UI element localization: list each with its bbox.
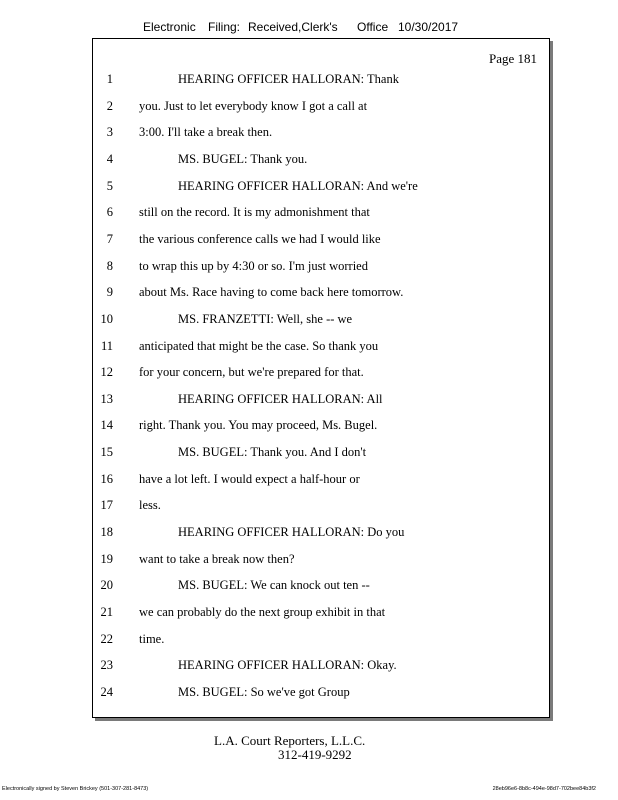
transcript-line xyxy=(93,605,549,625)
page-number: Page 181 xyxy=(488,51,537,66)
line-number: 22 xyxy=(100,631,113,646)
transcript-line xyxy=(93,445,549,465)
line-number: 8 xyxy=(106,258,113,273)
line-text: time. xyxy=(139,631,165,646)
electronic-signature: Electronically signed by Steven Brickey (501-307-281-8473) xyxy=(2,786,149,792)
line-text: anticipated that might be the case. So thank you xyxy=(139,338,379,353)
line-text: HEARING OFFICER HALLORAN: Do you xyxy=(178,525,405,540)
line-number: 20 xyxy=(100,578,113,593)
line-number: 11 xyxy=(100,338,113,353)
line-number: 6 xyxy=(106,205,113,220)
line-number: 17 xyxy=(100,498,113,513)
line-text: to wrap this up by 4:30 or so. I'm just worried xyxy=(139,258,368,273)
line-text: the various conference calls we had I would like xyxy=(139,231,381,246)
transcript-line xyxy=(93,365,549,385)
line-number: 12 xyxy=(100,365,113,380)
filing-office: Office xyxy=(357,20,389,34)
line-number: 4 xyxy=(106,151,113,166)
footer-phone: 312-419-9292 xyxy=(278,747,352,762)
line-text: want to take a break now then? xyxy=(139,551,295,566)
line-number: 2 xyxy=(106,98,113,113)
transcript-line xyxy=(93,312,549,332)
transcript-line xyxy=(93,72,549,92)
line-text: have a lot left. I would expect a half-hour or xyxy=(139,471,360,486)
line-text: HEARING OFFICER HALLORAN: And we're xyxy=(178,178,418,193)
line-text: right. Thank you. You may proceed, Ms. Bugel. xyxy=(139,418,378,433)
line-number: 21 xyxy=(100,605,113,619)
line-number: 9 xyxy=(106,285,113,300)
line-text: 3:00. I'll take a break then. xyxy=(139,125,273,140)
line-number: 7 xyxy=(106,231,113,246)
line-number: 23 xyxy=(100,658,113,673)
line-number: 14 xyxy=(100,418,113,433)
line-number: 5 xyxy=(106,178,113,193)
transcript-line xyxy=(93,232,549,252)
line-text: MS. BUGEL: We can knock out ten -- xyxy=(178,578,370,593)
footer-company: L.A. Court Reporters, L.L.C. xyxy=(214,733,366,748)
transcript-line xyxy=(93,99,549,119)
transcript-line xyxy=(93,685,549,705)
transcript-page xyxy=(92,38,550,718)
line-number: 24 xyxy=(100,684,113,699)
line-number: 3 xyxy=(106,125,113,140)
line-text: still on the record. It is my admonishment that xyxy=(139,205,370,220)
transcript-line xyxy=(93,578,549,598)
line-text: about Ms. Race having to come back here tomorrow. xyxy=(139,285,404,300)
line-text: less. xyxy=(139,498,161,513)
transcript-line xyxy=(93,339,549,359)
transcript-line xyxy=(93,418,549,438)
transcript-line xyxy=(93,205,549,225)
filing-label: Filing: xyxy=(208,20,241,34)
transcript-line xyxy=(93,632,549,652)
line-number: 19 xyxy=(100,551,113,566)
line-number: 1 xyxy=(106,72,113,86)
line-number: 10 xyxy=(100,311,113,326)
line-number: 13 xyxy=(100,391,113,406)
filing-date: 10/30/2017 xyxy=(398,20,459,34)
transcript-line xyxy=(93,525,549,545)
line-text: MS. BUGEL: Thank you. And I don't xyxy=(178,445,367,460)
transcript-line xyxy=(93,472,549,492)
line-number: 16 xyxy=(100,471,113,486)
transcript-line xyxy=(93,285,549,305)
line-text: MS. BUGEL: So we've got Group xyxy=(178,684,350,699)
signature-hash: 28eb96e6-8b8c-494e-98d7-702bee84b3f2 xyxy=(492,786,596,792)
filing-electronic: Electronic xyxy=(143,20,196,34)
transcript-line xyxy=(93,498,549,518)
transcript-line xyxy=(93,125,549,145)
line-number: 18 xyxy=(100,525,113,540)
filing-received: Received,Clerk's xyxy=(248,20,338,34)
transcript-line xyxy=(93,259,549,279)
line-text: HEARING OFFICER HALLORAN: All xyxy=(178,391,383,406)
transcript-line xyxy=(93,392,549,412)
line-text: HEARING OFFICER HALLORAN: Thank xyxy=(178,72,399,86)
line-text: HEARING OFFICER HALLORAN: Okay. xyxy=(178,658,397,673)
line-text: for your concern, but we're prepared for that. xyxy=(139,365,364,380)
line-text: MS. BUGEL: Thank you. xyxy=(178,151,308,166)
line-text: we can probably do the next group exhibit in that xyxy=(139,605,386,619)
transcript-line xyxy=(93,658,549,678)
transcript-line xyxy=(93,179,549,199)
line-number: 15 xyxy=(100,445,113,460)
line-text: MS. FRANZETTI: Well, she -- we xyxy=(178,311,353,326)
transcript-line xyxy=(93,152,549,172)
filing-header xyxy=(0,20,618,38)
transcript-line xyxy=(93,552,549,572)
line-text: you. Just to let everybody know I got a call at xyxy=(139,98,368,113)
